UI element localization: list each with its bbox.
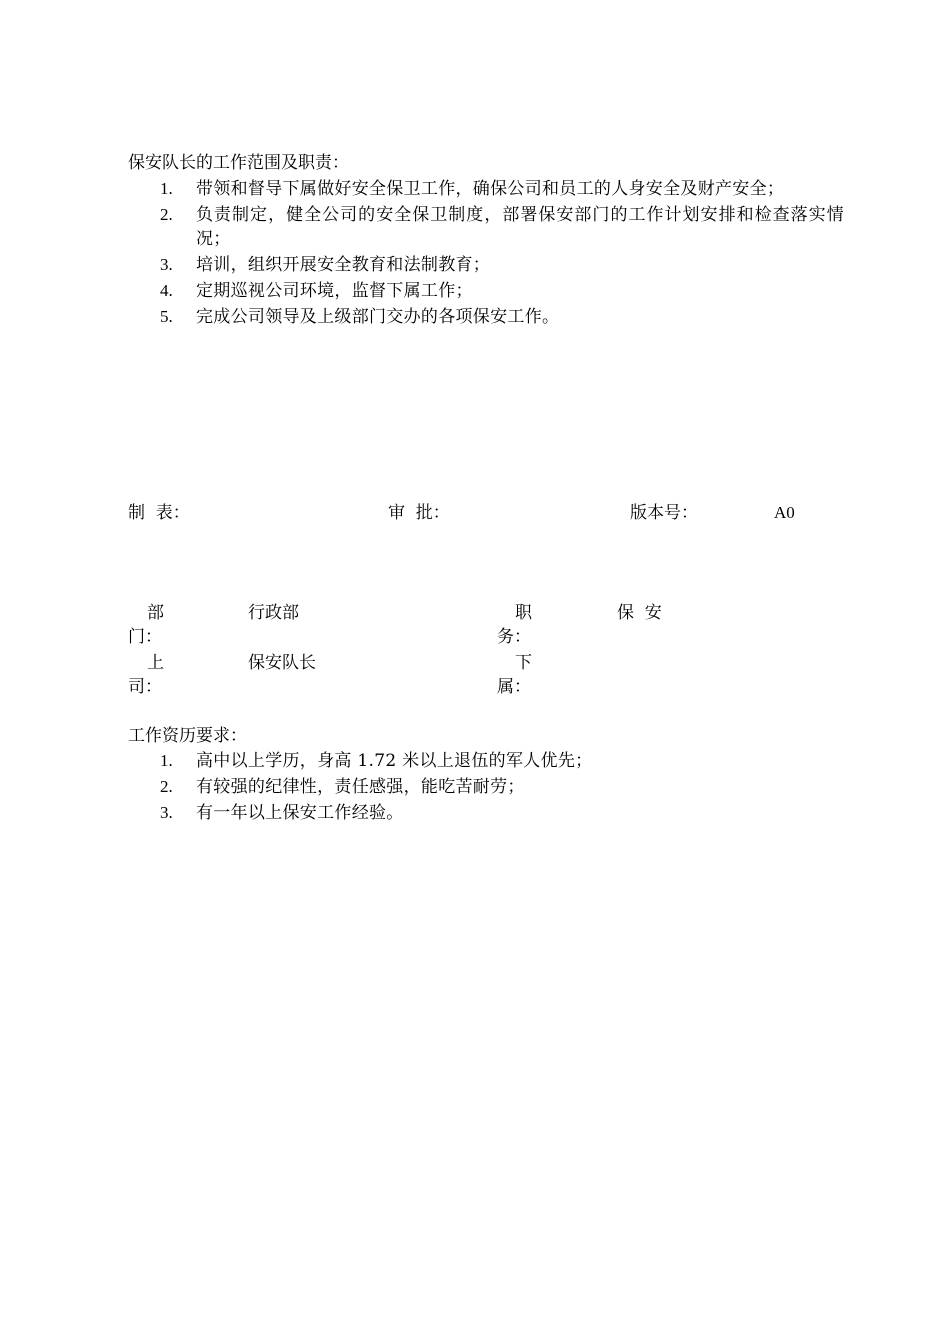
list-item-number: 1. — [160, 751, 173, 770]
duties-title: 保安队长的工作范围及职责： — [128, 153, 349, 173]
approved-label: 审 批： — [388, 503, 450, 523]
made-by-label: 制 表： — [128, 503, 190, 523]
list-item — [128, 305, 844, 329]
subordinate-label-top: 下 — [515, 653, 532, 673]
job-title-label-top: 职 — [515, 603, 532, 623]
list-item-text: 有较强的纪律性，责任感强，能吃苦耐劳； — [196, 777, 525, 797]
list-item-number: 3. — [160, 255, 173, 274]
list-item-text: 完成公司领导及上级部门交办的各项保安工作。 — [196, 307, 560, 327]
version-label: 版本号： — [630, 503, 698, 523]
list-item-number: 2. — [160, 205, 173, 224]
superior-label-bottom: 司： — [128, 677, 162, 697]
superior-label-top: 上 — [147, 653, 164, 673]
list-item-number: 1. — [160, 179, 173, 198]
requirements-title: 工作资历要求： — [128, 726, 247, 746]
department-label-bottom: 门： — [128, 627, 162, 647]
list-item-number: 3. — [160, 803, 173, 822]
list-item-text: 有一年以上保安工作经验。 — [196, 803, 404, 823]
requirements-list — [128, 749, 844, 827]
list-item — [128, 177, 844, 201]
list-item — [128, 801, 844, 825]
list-item-text: 带领和督导下属做好安全保卫工作，确保公司和员工的人身安全及财产安全； — [196, 179, 785, 199]
list-item — [128, 775, 844, 799]
list-item — [128, 279, 844, 303]
list-item-number: 4. — [160, 281, 173, 300]
list-item-text: 定期巡视公司环境，监督下属工作； — [196, 281, 473, 301]
job-title-value: 保 安 — [617, 603, 662, 623]
list-item — [128, 253, 844, 277]
department-label-top: 部 — [147, 603, 164, 623]
list-item-number: 5. — [160, 307, 173, 326]
superior-value: 保安队长 — [248, 653, 316, 673]
list-item-text: 高中以上学历，身高 1.72 米以上退伍的军人优先； — [196, 751, 593, 771]
subordinate-label-bottom: 属： — [497, 677, 531, 697]
list-item — [128, 203, 844, 251]
list-item-text: 负责制定，健全公司的安全保卫制度，部署保安部门的工作计划安排和检查落实情况； — [196, 205, 844, 249]
department-value: 行政部 — [248, 603, 299, 623]
job-title-label-bottom: 务： — [497, 627, 531, 647]
version-value: A0 — [774, 503, 795, 522]
list-item-text: 培训，组织开展安全教育和法制教育； — [196, 255, 491, 275]
duties-list — [128, 177, 844, 331]
list-item-number: 2. — [160, 777, 173, 796]
list-item — [128, 749, 844, 773]
